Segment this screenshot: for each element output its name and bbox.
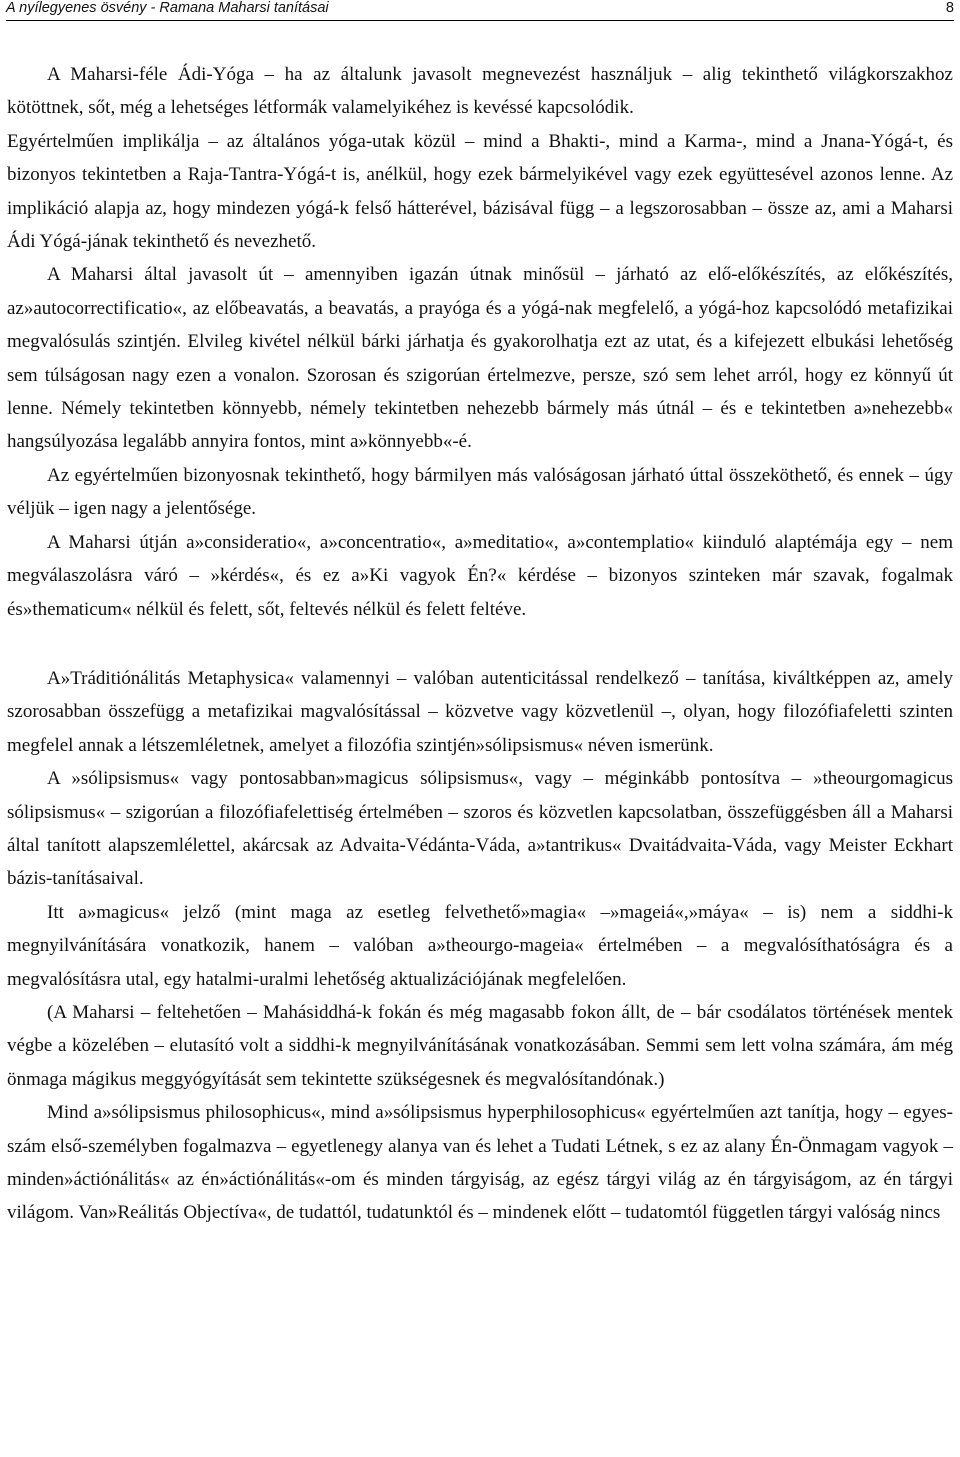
- paragraph: A Maharsi útján a»consideratio«, a»concentratio«, a»meditatio«, a»contemplatio« kiinduló alaptémája egy – nem megválaszolásra váró – »kérdés«, és ez a»Ki vagyok Én?« kérdése – bizonyos szinteken már szavak, fogalmak és»thematicum« nélkül és felett, sőt, feltevés nélkül és felett feltéve.: [7, 531, 953, 620]
- paragraph: A Maharsi-féle Ádi-Yóga – ha az általunk javasolt megnevezést használjuk – alig tekinthető világkorszakhoz kötöttnek, sőt, még a lehetséges létformák valamelyikéhez is kevéssé kapcsolódik.: [7, 64, 953, 119]
- paragraph: Itt a»magicus« jelző (mint maga az esetleg felvethető»magia« –»mageiá«,»máya« – is) nem a siddhi-k megnyilvánítására vonatkozik, hanem – valóban a»theourgo-mageia« értelmében – a megvalósíthatóságra és a megvalósításra utal, egy hatalmi-uralmi lehetőség aktualizációjának megfelelően.: [7, 901, 953, 990]
- document-body: [7, 58, 953, 1230]
- page-number: 8: [945, 0, 954, 16]
- paragraph: (A Maharsi – feltehetően – Mahásiddhá-k fokán és még magasabb fokon állt, de – bár csodálatos történések mentek végbe a közelében – elutasító volt a siddhi-k megnyilvánításának vonatkozásában. Semmi sem lett volna számára, ám még önmaga mágikus meggyógyítását sem tekintette szükségesnek és megvalósítandónak.): [7, 1001, 953, 1090]
- page-header: [6, 0, 954, 21]
- paragraph: Az egyértelműen bizonyosnak tekinthető, hogy bármilyen más valóságosan járható úttal összeköthető, és ennek – úgy véljük – igen nagy a jelentősége.: [7, 464, 953, 520]
- paragraph: A»Tráditiónálitás Metaphysica« valamennyi – valóban autenticitással rendelkező – tanítása, kiváltképpen az, amely szorosabban összefügg a metafizikai magvalósítással – közvetve vagy közvetlenül –, olyan, hogy filozófiafeletti szinten megfelel annak a létszemléletnek, amelyet a filozófia szintjén»sólipsismus« néven ismerünk.: [7, 667, 953, 756]
- running-title: A nyílegyenes ösvény - Ramana Maharsi tanításai: [6, 0, 329, 16]
- paragraph: A »sólipsismus« vagy pontosabban»magicus sólipsismus«, vagy – méginkább pontosítva – »theourgomagicus sólipsismus« – szigorúan a filozófiafelettiség értelmében – szoros és közvetlen kapcsolatban, összefüggésben áll a Maharsi által tanított alapszemlélettel, akárcsak az Advaita-Védánta-Váda, a»tantrikus« Dvaitádvaita-Váda, vagy Meister Eckhart bázis-tanításaival.: [7, 768, 953, 890]
- paragraph: Egyértelműen implikálja – az általános yóga-utak közül – mind a Bhakti-, mind a Karma-, mind a Jnana-Yógá-t, és bizonyos tekintetben a Raja-Tantra-Yógá-t is, anélkül, hogy ezek bármelyikével vagy ezek együttesével azonos lenne. Az implikáció alapja az, hogy mindezen yógá-k felső hátterével, bázisával függ – a legszorosabban – össze az, ami a Maharsi Ádi Yógá-jának tekinthető és nevezhető.: [7, 130, 953, 253]
- paragraph: Mind a»sólipsismus philosophicus«, mind a»sólipsismus hyperphilosophicus« egyértelműen azt tanítja, hogy – egyes-szám első-személyben fogalmazva – egyetlenegy alanya van és lehet a Tudati Létnek, s ez az alany Én-Önmagam vagyok – minden»áctiónálitás« az én»áctiónálitás«-om és minden tárgyiság, az egész tárgyi világ az én tárgyiságom, az én tárgyi világom. Van»Reálitás Objectíva«, de tudattól, tudatunktól és – mindenek előtt – tudatomtól független tárgyi valóság nincs: [7, 1102, 953, 1224]
- section-gap: [7, 626, 953, 662]
- paragraph: A Maharsi által javasolt út – amennyiben igazán útnak minősül – járható az elő-előkészítés, az előkészítés, az»autocorrectificatio«, az előbeavatás, a beavatás, a prayóga és a yógá-nak megfelelő, a yógá-hoz kapcsolódó metafizikai megvalósulás szintjén. Elvileg kivétel nélkül bárki járhatja és gyakorolhatja ezt az utat, és a kifejezett elbukási lehetőség sem túlságosan nagy ezen a vonalon. Szorosan és szigorúan értelmezve, persze, szó sem lehet arról, hogy ez könnyű út lenne. Némely tekintetben könnyebb, némely tekintetben nehezebb bármely más útnál – és e tekintetben a»nehezebb« hangsúlyozása legalább annyira fontos, mint a»könnyebb«-é.: [7, 264, 953, 453]
